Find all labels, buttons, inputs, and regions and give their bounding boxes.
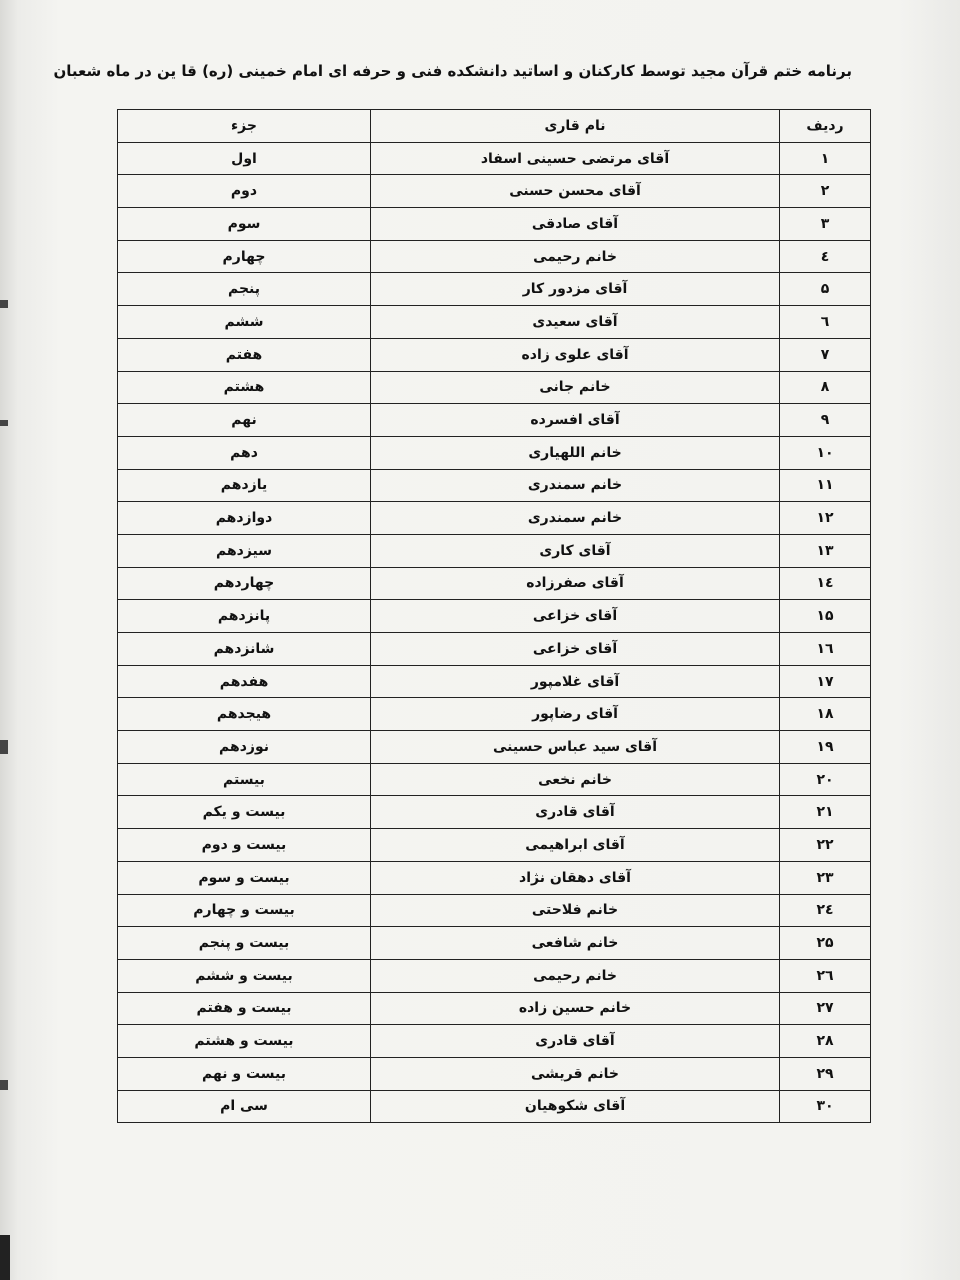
row-number-cell: ۱۵ [780,600,871,633]
row-number-cell: ۲۷ [780,992,871,1025]
header-reader-name: نام قاری [371,110,780,143]
table-row [118,240,871,273]
reader-name-cell: آقای غلامپور [371,665,780,698]
row-number-cell: ۷ [780,338,871,371]
part-cell: بیست و دوم [118,829,371,862]
table-row [118,469,871,502]
header-row-number: ردیف [780,110,871,143]
table-row [118,894,871,927]
reader-name-cell: آقای محسن حسنی [371,175,780,208]
part-cell: سیزدهم [118,534,371,567]
reader-name-cell: آقای ابراهیمی [371,829,780,862]
row-number-cell: ۱ [780,142,871,175]
part-cell: دوم [118,175,371,208]
reader-name-cell: آقای دهقان نژاد [371,861,780,894]
row-number-cell: ۲ [780,175,871,208]
reader-name-cell: آقای رضاپور [371,698,780,731]
table-row [118,731,871,764]
table-header-row [118,110,871,143]
part-cell: بیست و چهارم [118,894,371,927]
reader-name-cell: آقای سعیدی [371,306,780,339]
reader-name-cell: خانم اللهیاری [371,436,780,469]
part-cell: دهم [118,436,371,469]
reader-name-cell: خانم جانی [371,371,780,404]
part-cell: اول [118,142,371,175]
header-part: جزء [118,110,371,143]
part-cell: شانزدهم [118,633,371,666]
table-row [118,567,871,600]
part-cell: بیست و پنجم [118,927,371,960]
reader-name-cell: خانم نخعی [371,763,780,796]
reader-name-cell: آقای مرتضی حسینی اسفاد [371,142,780,175]
part-cell: سی ام [118,1090,371,1123]
row-number-cell: ۱٦ [780,633,871,666]
part-cell: بیست و سوم [118,861,371,894]
row-number-cell: ۱۰ [780,436,871,469]
table-body [118,142,871,1123]
row-number-cell: ۳۰ [780,1090,871,1123]
reader-name-cell: خانم شافعی [371,927,780,960]
table-row [118,665,871,698]
reader-name-cell: آقای خزاعی [371,633,780,666]
edge-mark [0,1080,8,1090]
reader-name-cell: خانم رحیمی [371,959,780,992]
table-row [118,927,871,960]
edge-mark [0,740,8,754]
table-row [118,763,871,796]
row-number-cell: ۲۳ [780,861,871,894]
table-row [118,959,871,992]
table-row [118,502,871,535]
part-cell: هشتم [118,371,371,404]
table-row [118,633,871,666]
row-number-cell: ۱۲ [780,502,871,535]
row-number-cell: ۲۱ [780,796,871,829]
part-cell: چهاردهم [118,567,371,600]
edge-mark [0,1235,10,1280]
schedule-table [117,109,871,1123]
row-number-cell: ۲۵ [780,927,871,960]
row-number-cell: ٤ [780,240,871,273]
row-number-cell: ٦ [780,306,871,339]
reader-name-cell: آقای سید عباس حسینی [371,731,780,764]
reader-name-cell: آقای مزدور کار [371,273,780,306]
table-row [118,1025,871,1058]
reader-name-cell: خانم سمندری [371,502,780,535]
part-cell: بیست و هفتم [118,992,371,1025]
part-cell: هفتم [118,338,371,371]
table-row [118,534,871,567]
part-cell: هیجدهم [118,698,371,731]
reader-name-cell: خانم فلاحتی [371,894,780,927]
table-row [118,273,871,306]
row-number-cell: ۱۷ [780,665,871,698]
reader-name-cell: آقای افسرده [371,404,780,437]
table-row [118,371,871,404]
part-cell: پانزدهم [118,600,371,633]
edge-mark [0,420,8,426]
part-cell: هفدهم [118,665,371,698]
row-number-cell: ۲۹ [780,1057,871,1090]
row-number-cell: ۲٦ [780,959,871,992]
part-cell: ششم [118,306,371,339]
row-number-cell: ۸ [780,371,871,404]
reader-name-cell: آقای قادری [371,1025,780,1058]
row-number-cell: ۲۲ [780,829,871,862]
part-cell: سوم [118,208,371,241]
row-number-cell: ۱۱ [780,469,871,502]
row-number-cell: ۱٤ [780,567,871,600]
table-row [118,142,871,175]
table-row [118,698,871,731]
table-row [118,829,871,862]
row-number-cell: ۳ [780,208,871,241]
row-number-cell: ۲٤ [780,894,871,927]
table-row [118,338,871,371]
reader-name-cell: خانم حسین زاده [371,992,780,1025]
table-row [118,404,871,437]
reader-name-cell: آقای قادری [371,796,780,829]
part-cell: بیست و یکم [118,796,371,829]
table-row [118,796,871,829]
reader-name-cell: آقای خزاعی [371,600,780,633]
part-cell: بیست و هشتم [118,1025,371,1058]
row-number-cell: ۹ [780,404,871,437]
table-row [118,1057,871,1090]
row-number-cell: ۵ [780,273,871,306]
table-row [118,306,871,339]
table-row [118,1090,871,1123]
table-row [118,208,871,241]
part-cell: نهم [118,404,371,437]
row-number-cell: ۱۹ [780,731,871,764]
row-number-cell: ۱۸ [780,698,871,731]
reader-name-cell: آقای علوی زاده [371,338,780,371]
part-cell: چهارم [118,240,371,273]
reader-name-cell: آقای کاری [371,534,780,567]
reader-name-cell: آقای صادقی [371,208,780,241]
reader-name-cell: آقای صفرزاده [371,567,780,600]
reader-name-cell: خانم قریشی [371,1057,780,1090]
part-cell: دوازدهم [118,502,371,535]
edge-mark [0,300,8,308]
reader-name-cell: خانم سمندری [371,469,780,502]
table-row [118,861,871,894]
table-row [118,600,871,633]
row-number-cell: ۲۰ [780,763,871,796]
table-row [118,175,871,208]
part-cell: نوزدهم [118,731,371,764]
part-cell: یازدهم [118,469,371,502]
table-row [118,436,871,469]
part-cell: بیست و ششم [118,959,371,992]
reader-name-cell: خانم رحیمی [371,240,780,273]
document-title: برنامه ختم قرآن مجید توسط کارکنان و اساتید دانشکده فنی و حرفه ای امام خمینی (ره) قا ین در ماه شعبان [53,62,852,80]
reader-name-cell: آقای شکوهیان [371,1090,780,1123]
table-row [118,992,871,1025]
row-number-cell: ۲۸ [780,1025,871,1058]
part-cell: بیستم [118,763,371,796]
part-cell: پنجم [118,273,371,306]
row-number-cell: ۱۳ [780,534,871,567]
part-cell: بیست و نهم [118,1057,371,1090]
